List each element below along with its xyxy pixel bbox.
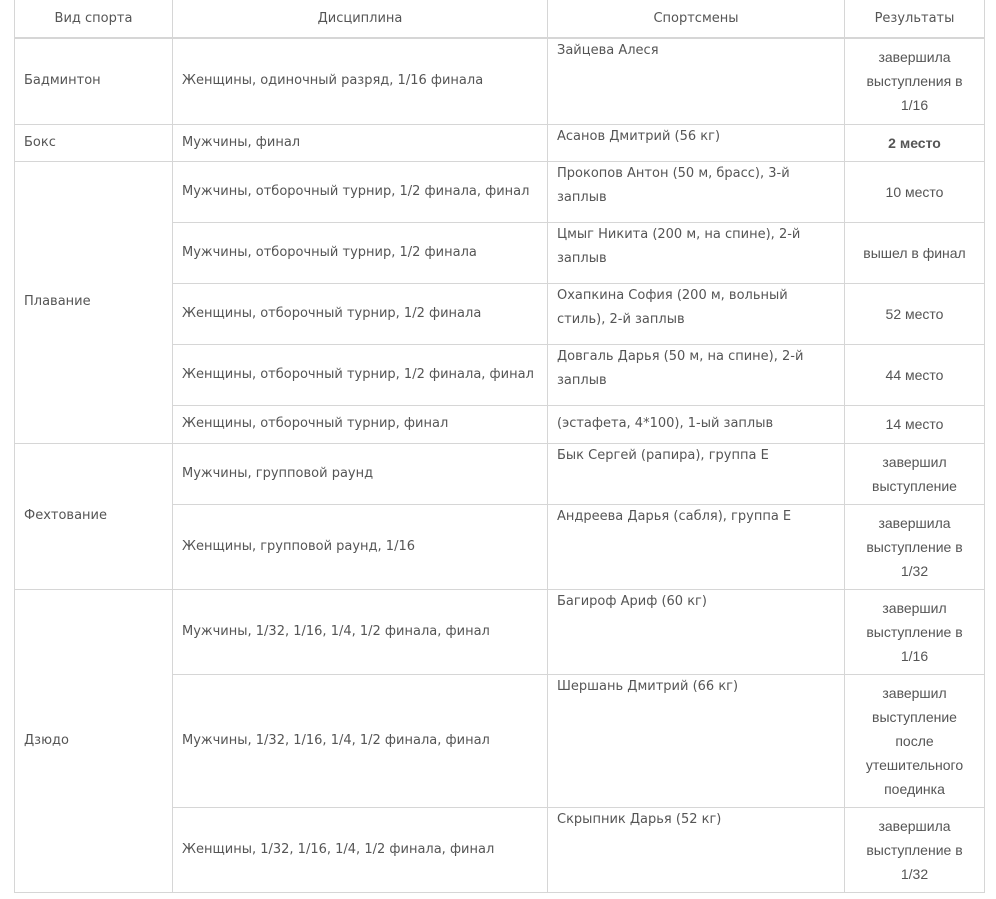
discipline-cell: Мужчины, отборочный турнир, 1/2 финала <box>173 222 548 283</box>
result-cell: завершила выступление в 1/32 <box>845 807 985 892</box>
athlete-cell: (эстафета, 4*100), 1-ый заплыв <box>548 405 845 443</box>
result-cell: завершил выступление после утешительного поединка <box>845 674 985 807</box>
sport-cell: Дзюдо <box>15 589 173 892</box>
result-cell: завершил выступление <box>845 443 985 504</box>
discipline-cell: Женщины, групповой раунд, 1/16 <box>173 504 548 589</box>
athlete-cell: Прокопов Антон (50 м, брасс), 3-й заплыв <box>548 161 845 222</box>
sport-cell: Плавание <box>15 161 173 443</box>
header-athletes: Спортсмены <box>548 0 845 38</box>
discipline-cell: Женщины, одиночный разряд, 1/16 финала <box>173 38 548 124</box>
discipline-cell: Женщины, отборочный турнир, 1/2 финала, финал <box>173 344 548 405</box>
result-cell: вышел в финал <box>845 222 985 283</box>
table-row <box>15 443 985 504</box>
result-cell: 14 место <box>845 405 985 443</box>
discipline-cell: Мужчины, отборочный турнир, 1/2 финала, финал <box>173 161 548 222</box>
athlete-cell: Скрыпник Дарья (52 кг) <box>548 807 845 892</box>
athlete-cell: Бык Сергей (рапира), группа Е <box>548 443 845 504</box>
sport-cell: Фехтование <box>15 443 173 589</box>
table-row <box>15 589 985 674</box>
discipline-cell: Мужчины, 1/32, 1/16, 1/4, 1/2 финала, финал <box>173 589 548 674</box>
result-cell: завершила выступления в 1/16 <box>845 38 985 124</box>
results-table <box>14 0 985 893</box>
table-row <box>15 38 985 124</box>
athlete-cell: Багироф Ариф (60 кг) <box>548 589 845 674</box>
result-cell: 44 место <box>845 344 985 405</box>
result-cell: 52 место <box>845 283 985 344</box>
discipline-cell: Мужчины, групповой раунд <box>173 443 548 504</box>
athlete-cell: Андреева Дарья (сабля), группа Е <box>548 504 845 589</box>
result-cell: завершил выступление в 1/16 <box>845 589 985 674</box>
sport-cell: Бокс <box>15 124 173 161</box>
header-row <box>15 0 985 38</box>
athlete-cell: Шершань Дмитрий (66 кг) <box>548 674 845 807</box>
discipline-cell: Мужчины, финал <box>173 124 548 161</box>
discipline-cell: Женщины, отборочный турнир, финал <box>173 405 548 443</box>
athlete-cell: Цмыг Никита (200 м, на спине), 2-й заплыв <box>548 222 845 283</box>
header-results: Результаты <box>845 0 985 38</box>
table-row <box>15 161 985 222</box>
athlete-cell: Довгаль Дарья (50 м, на спине), 2-й заплыв <box>548 344 845 405</box>
discipline-cell: Мужчины, 1/32, 1/16, 1/4, 1/2 финала, финал <box>173 674 548 807</box>
header-sport: Вид спорта <box>15 0 173 38</box>
result-cell: 10 место <box>845 161 985 222</box>
athlete-cell: Охапкина София (200 м, вольный стиль), 2-й заплыв <box>548 283 845 344</box>
result-cell: 2 место <box>845 124 985 161</box>
athlete-cell: Асанов Дмитрий (56 кг) <box>548 124 845 161</box>
header-discipline: Дисциплина <box>173 0 548 38</box>
discipline-cell: Женщины, отборочный турнир, 1/2 финала <box>173 283 548 344</box>
sport-cell: Бадминтон <box>15 38 173 124</box>
result-cell: завершила выступление в 1/32 <box>845 504 985 589</box>
athlete-cell: Зайцева Алеся <box>548 38 845 124</box>
table-row <box>15 124 985 161</box>
discipline-cell: Женщины, 1/32, 1/16, 1/4, 1/2 финала, финал <box>173 807 548 892</box>
